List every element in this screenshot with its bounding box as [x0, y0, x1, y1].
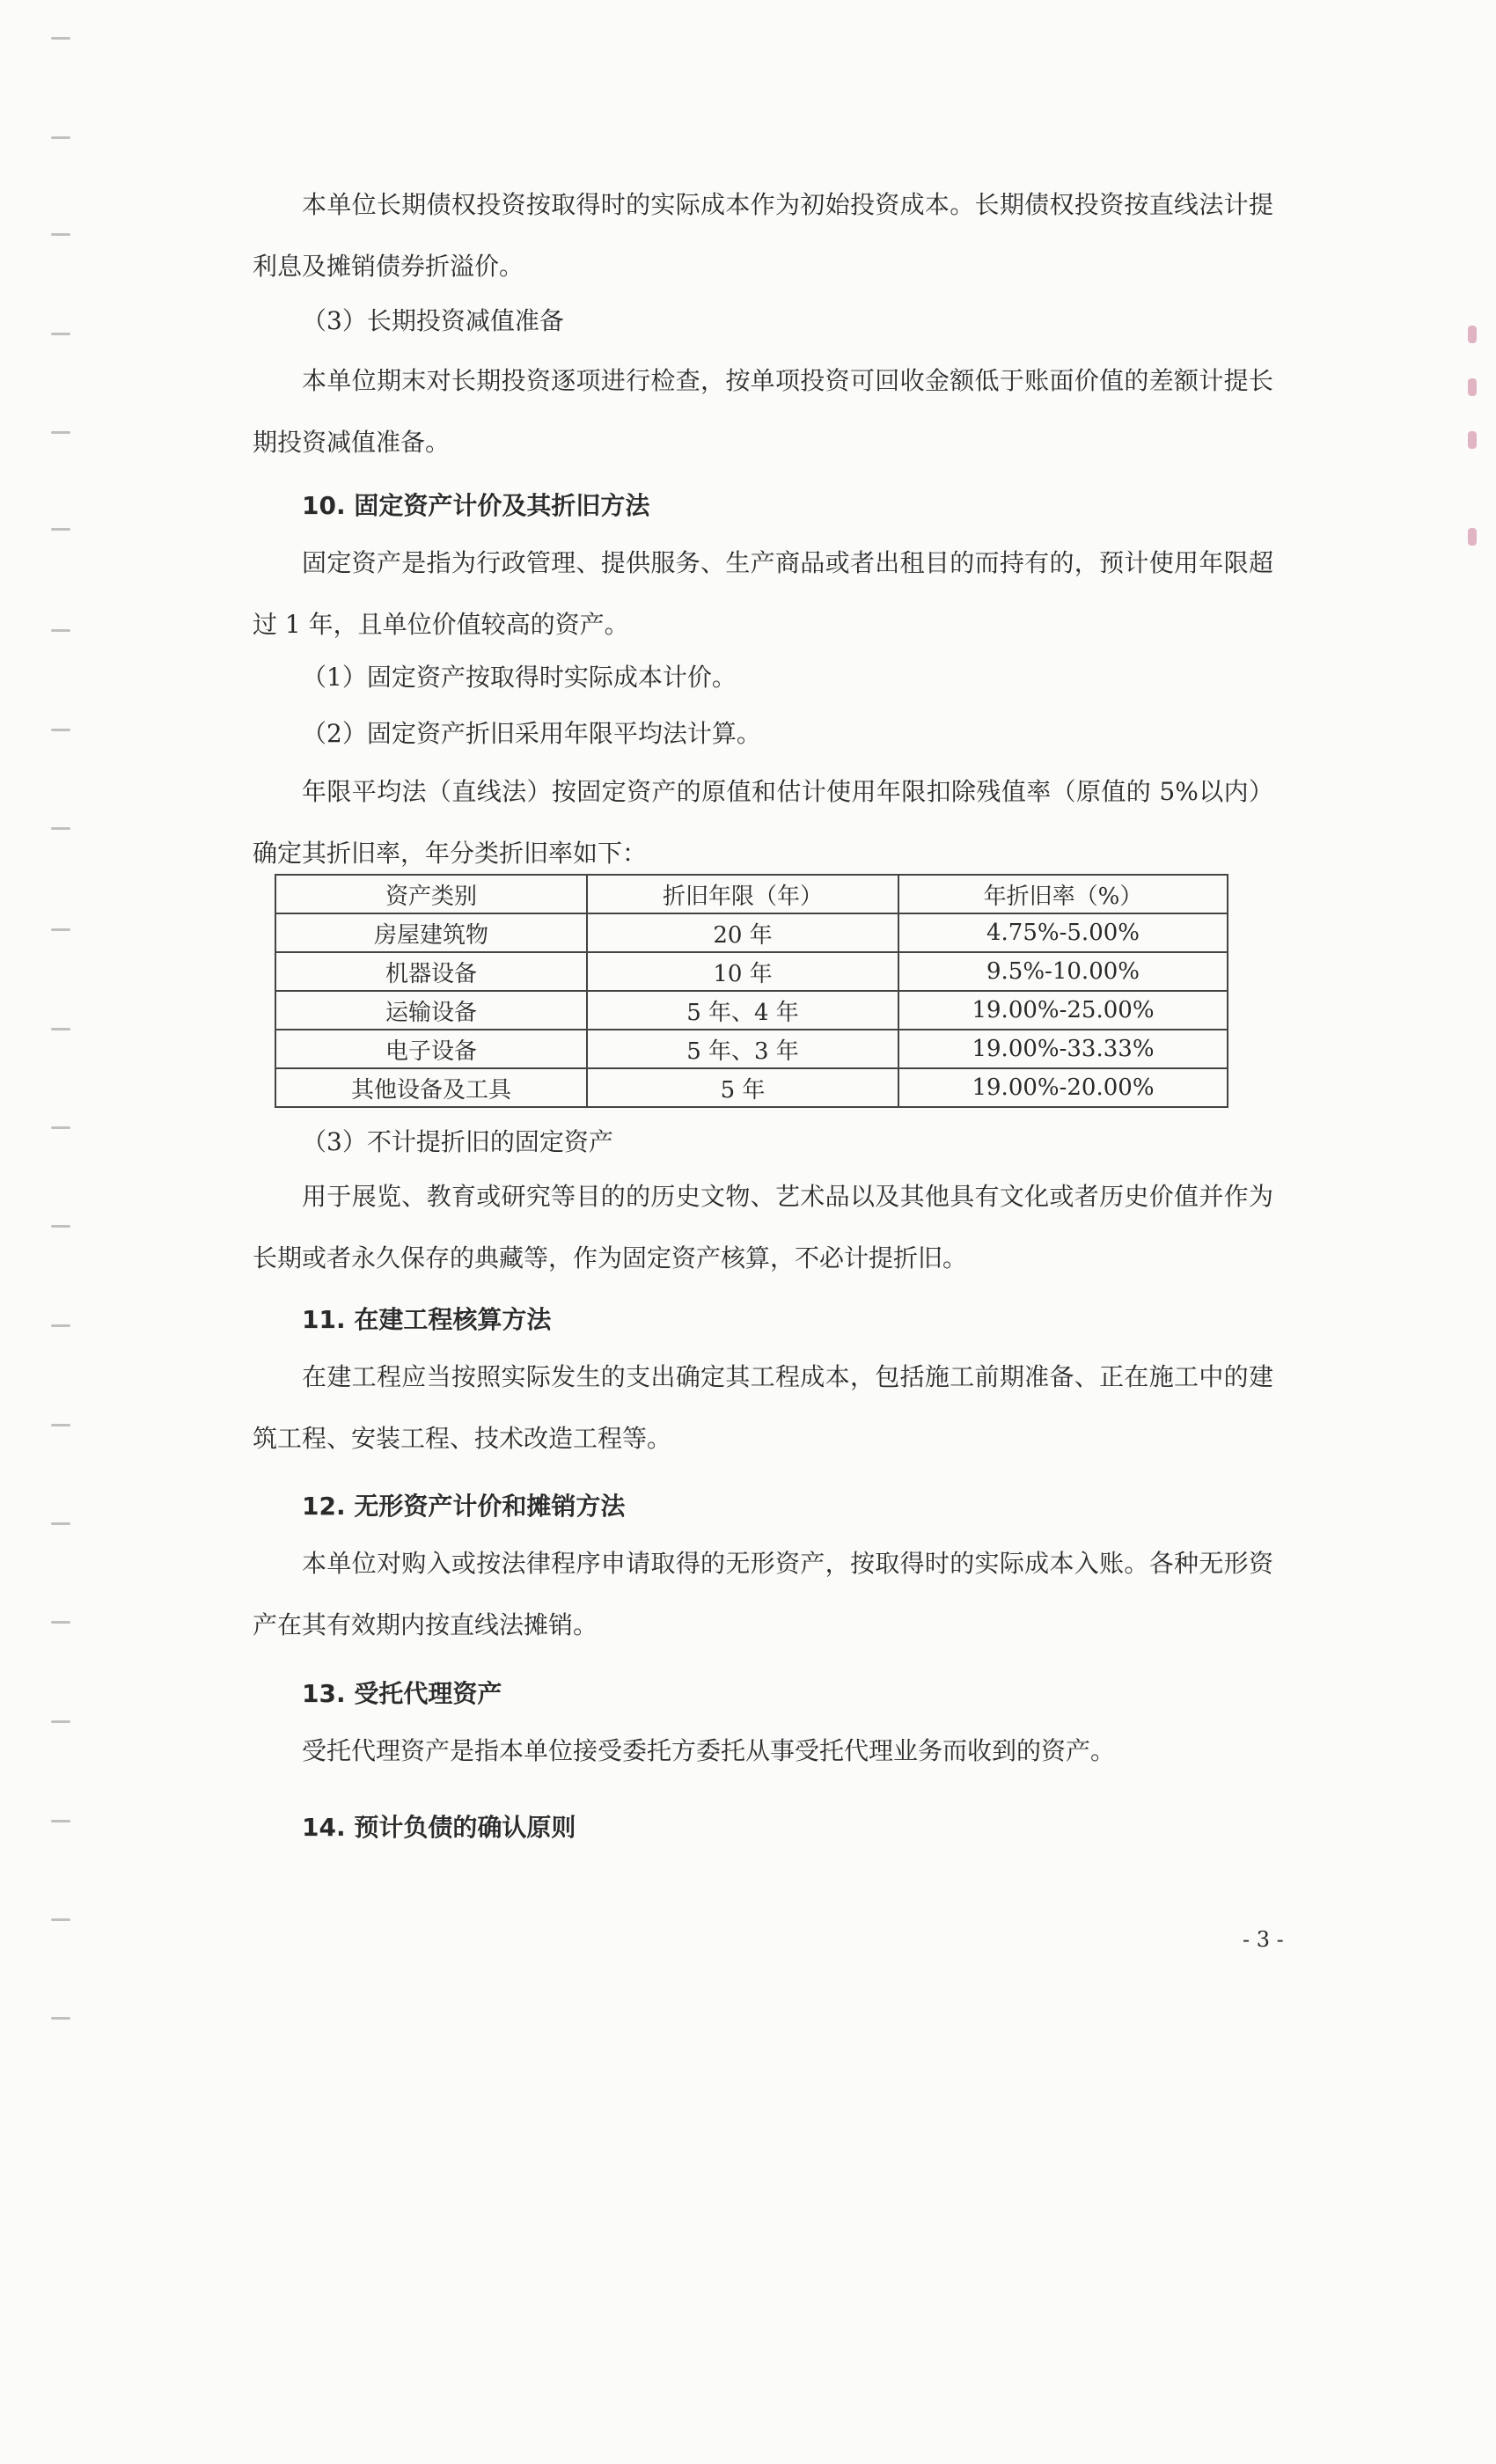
paragraph-non-depreciable: 用于展览、教育或研究等目的的历史文物、艺术品以及其他具有文化或者历史价值并作为长期或者永久保存的典藏等，作为固定资产核算，不必计提折旧。: [253, 1182, 1273, 1272]
binding-mark: [51, 729, 70, 731]
binding-mark: [51, 1324, 70, 1327]
table-cell: 运输设备: [275, 991, 587, 1030]
table-header-cell: 折旧年限（年）: [587, 875, 898, 913]
binding-mark: [51, 37, 70, 40]
table-row: [275, 913, 1228, 952]
section-11-heading: 11. 在建工程核算方法: [302, 1305, 552, 1334]
table-header-row: [275, 875, 1228, 913]
table-cell: 5 年: [587, 1068, 898, 1107]
binding-mark: [51, 827, 70, 830]
paragraph-intangible-assets: 本单位对购入或按法律程序申请取得的无形资产，按取得时的实际成本入账。各种无形资产在其有效期内按直线法摊销。: [253, 1549, 1273, 1639]
table-cell: 其他设备及工具: [275, 1068, 587, 1107]
table-header-cell: 年折旧率（%）: [898, 875, 1228, 913]
table-cell: 4.75%-5.00%: [898, 913, 1228, 952]
binding-mark: [51, 1621, 70, 1624]
page-number: - 3 -: [1243, 1927, 1284, 1952]
table-cell: 9.5%-10.00%: [898, 952, 1228, 991]
table-cell: 5 年、3 年: [587, 1030, 898, 1068]
table-header-cell: 资产类别: [275, 875, 587, 913]
section-12-heading: 12. 无形资产计价和摊销方法: [302, 1492, 626, 1521]
subheading-impairment: （3）长期投资减值准备: [302, 306, 564, 335]
depreciation-table: [275, 874, 1228, 1108]
seal-edge-mark: [1468, 528, 1477, 546]
binding-mark: [51, 629, 70, 632]
table-row: [275, 1030, 1228, 1068]
binding-mark: [51, 528, 70, 531]
binding-mark: [51, 431, 70, 434]
table-row: [275, 1068, 1228, 1107]
binding-mark: [51, 1225, 70, 1228]
item-3-non-depreciable: （3）不计提折旧的固定资产: [302, 1127, 613, 1156]
table-cell: 19.00%-20.00%: [898, 1068, 1228, 1107]
table-cell: 电子设备: [275, 1030, 587, 1068]
table-cell: 19.00%-25.00%: [898, 991, 1228, 1030]
binding-mark: [51, 1918, 70, 1921]
binding-mark: [51, 1820, 70, 1822]
paragraph-impairment: 本单位期末对长期投资逐项进行检查，按单项投资可回收金额低于账面价值的差额计提长期投资减值准备。: [253, 366, 1273, 457]
item-1-cost-basis: （1）固定资产按取得时实际成本计价。: [302, 663, 737, 692]
binding-mark: [51, 2017, 70, 2020]
binding-mark: [51, 1522, 70, 1525]
table-cell: 10 年: [587, 952, 898, 991]
binding-mark: [51, 1028, 70, 1030]
paragraph-fixed-asset-definition: 固定资产是指为行政管理、提供服务、生产商品或者出租目的而持有的，预计使用年限超过 1 年，且单位价值较高的资产。: [253, 548, 1273, 639]
binding-mark: [51, 136, 70, 139]
binding-mark: [51, 233, 70, 236]
binding-mark: [51, 1720, 70, 1723]
paragraph-construction-in-progress: 在建工程应当按照实际发生的支出确定其工程成本，包括施工前期准备、正在施工中的建筑工程、安装工程、技术改造工程等。: [253, 1362, 1273, 1453]
paragraph-long-term-bond-investment: 本单位长期债权投资按取得时的实际成本作为初始投资成本。长期债权投资按直线法计提利息及摊销债券折溢价。: [253, 190, 1273, 281]
binding-mark: [51, 333, 70, 335]
paragraph-straight-line-method: 年限平均法（直线法）按固定资产的原值和估计使用年限扣除残值率（原值的 5%以内）确定其折旧率，年分类折旧率如下：: [253, 777, 1273, 868]
table-cell: 机器设备: [275, 952, 587, 991]
seal-edge-mark: [1468, 378, 1477, 396]
table-cell: 5 年、4 年: [587, 991, 898, 1030]
table-row: [275, 991, 1228, 1030]
binding-mark: [51, 1126, 70, 1129]
section-10-heading: 10. 固定资产计价及其折旧方法: [302, 491, 650, 520]
table-cell: 19.00%-33.33%: [898, 1030, 1228, 1068]
binding-mark: [51, 1424, 70, 1426]
section-13-heading: 13. 受托代理资产: [302, 1679, 502, 1708]
item-2-depreciation-method: （2）固定资产折旧采用年限平均法计算。: [302, 719, 761, 748]
table-row: [275, 952, 1228, 991]
section-14-heading: 14. 预计负债的确认原则: [302, 1813, 576, 1842]
paragraph-entrusted-assets: 受托代理资产是指本单位接受委托方委托从事受托代理业务而收到的资产。: [302, 1736, 1116, 1765]
table-cell: 房屋建筑物: [275, 913, 587, 952]
seal-edge-mark: [1468, 326, 1477, 343]
seal-edge-mark: [1468, 431, 1477, 449]
binding-mark: [51, 928, 70, 931]
table-cell: 20 年: [587, 913, 898, 952]
